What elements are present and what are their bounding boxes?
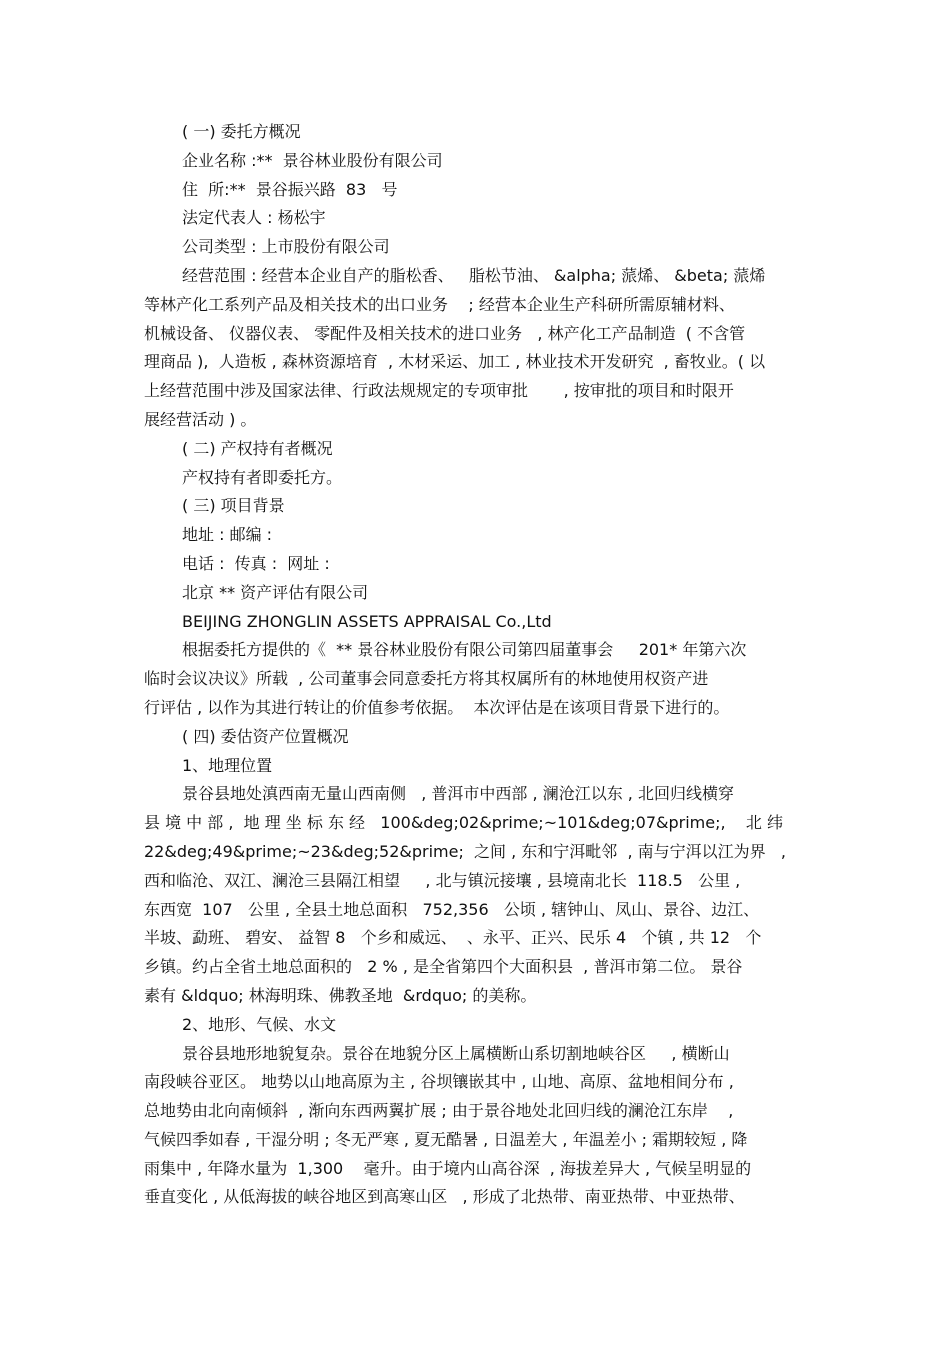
text-line: 县 境 中 部 , 地 理 坐 标 东 经 100&deg;02&prime;~101&deg;07&prime;, 北 纬 [144,813,784,833]
text-line: 上经营范围中涉及国家法律、行政法规规定的专项审批 , 按审批的项目和时限开 [144,381,734,401]
document-body [144,118,808,1212]
text-line: 行评估 , 以作为其进行转让的价值参考依据。 本次评估是在该项目背景下进行的。 [144,697,730,717]
text-line: ( 一) 委托方概况 [182,122,301,141]
text-line: 东西宽 107 公里 , 全县土地总面积 752,356 公顷 , 辖钟山、凤山、景谷、边江、 [144,899,760,919]
text-line: 电话 : 传真 : 网址 : [182,553,330,573]
text-line: 根据委托方提供的《 ** 景谷林业股份有限公司第四届董事会 201* 年第六次 [182,640,747,660]
text-line: BEIJING ZHONGLIN ASSETS APPRAISAL Co.,Ltd [182,611,552,631]
text-line: 产权持有者即委托方。 [182,467,343,487]
text-line: 22&deg;49&prime;~23&deg;52&prime; 之间 , 东和宁洱毗邻 , 南与宁洱以江为界 , [144,841,786,861]
text-line: 半坡、勐班、 碧安、 益智 8 个乡和威远、 、永平、正兴、民乐 4 个镇 , 共 12 个 [144,928,762,948]
text-line: 气候四季如春 , 干湿分明 ; 冬无严寒 , 夏无酷暑 , 日温差大 , 年温差小 ; 霜期较短 , 降 [144,1129,748,1149]
text-line: 经营范围 : 经营本企业自产的脂松香、 脂松节油、 &alpha; 蒎烯、 &beta; 蒎烯 [182,265,766,285]
text-line: 机械设备、 仪器仪表、 零配件及相关技术的进口业务 , 林产化工产品制造 ( 不含管 [144,323,746,343]
text-line: 住 所:** 景谷振兴路 83 号 [182,179,398,199]
text-line: 素有 &ldquo; 林海明珠、佛教圣地 &rdquo; 的美称。 [144,985,537,1005]
text-line: ( 三) 项目背景 [182,496,285,516]
text-line: 企业名称 :** 景谷林业股份有限公司 [182,150,443,170]
text-line: 总地势由北向南倾斜 , 渐向东西两翼扩展 ; 由于景谷地处北回归线的澜沧江东岸 , [144,1101,734,1121]
text-line: 垂直变化 , 从低海拔的峡谷地区到高寒山区 , 形成了北热带、南亚热带、中亚热带、 [144,1187,745,1207]
text-line: 公司类型 : 上市股份有限公司 [182,237,390,257]
text-line: 乡镇。约占全省土地总面积的 2 % , 是全省第四个大面积县 , 普洱市第二位。 景谷 [144,957,743,977]
text-line: 北京 ** 资产评估有限公司 [182,582,369,602]
text-line: 景谷县地处滇西南无量山西南侧 , 普洱市中西部 , 澜沧江以东 , 北回归线横穿 [182,784,734,804]
text-line: 景谷县地形地貌复杂。景谷在地貌分区上属横断山系切割地峡谷区 , 横断山 [182,1043,730,1063]
text-line: ( 四) 委估资产位置概况 [182,726,349,746]
text-line: 展经营活动 ) 。 [144,409,257,429]
text-line: ( 二) 产权持有者概况 [182,438,333,458]
text-line: 理商品 ), 人造板 , 森林资源培育 , 木材采运、加工 , 林业技术开发研究 , 畜牧业。( 以 [144,352,766,372]
text-line: 南段峡谷亚区。 地势以山地高原为主 , 谷坝镶嵌其中 , 山地、高原、盆地相间分布 , [144,1072,734,1092]
text-line: 雨集中 , 年降水量为 1,300 毫升。由于境内山高谷深 , 海拔差异大 , 气候呈明显的 [144,1158,752,1178]
text-line: 1、地理位置 [182,755,273,775]
text-line: 地址 : 邮编 : [182,525,273,545]
text-line: 临时会议决议》所载 , 公司董事会同意委托方将其权属所有的林地使用权资产进 [144,669,709,689]
text-line: 法定代表人 : 杨松宇 [182,208,326,228]
text-line: 等林产化工系列产品及相关技术的出口业务 ; 经营本企业生产科研所需原辅材料、 [144,294,735,314]
text-line: 2、地形、气候、水文 [182,1014,337,1034]
text-line: 西和临沧、双江、澜沧三县隔江相望 , 北与镇沅接壤 , 县境南北长 118.5 公里 , [144,870,741,890]
